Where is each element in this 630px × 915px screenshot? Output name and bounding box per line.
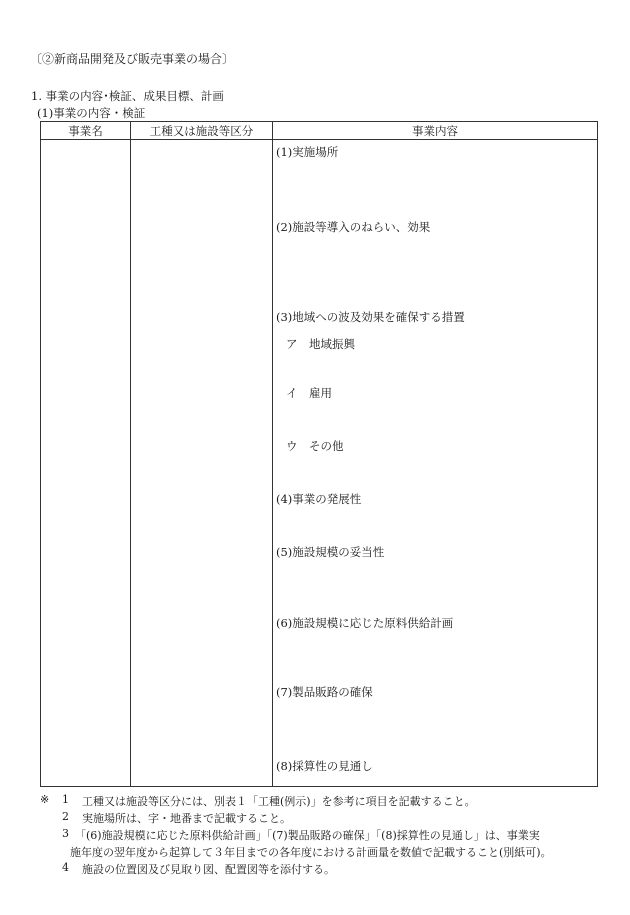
content-item-material-supply: (6)施設規模に応じた原料供給計画 [276, 616, 454, 630]
note-text: 実施場所は、字・地番まで記載すること。 [82, 812, 291, 825]
notes-mark: ※ [40, 793, 50, 806]
content-item-sales-channel: (7)製品販路の確保 [276, 685, 373, 699]
header-business-content: 事業内容 [273, 122, 598, 140]
subsection-title: (1)事業の内容・検証 [37, 106, 146, 120]
header-work-type: 工種又は施設等区分 [131, 122, 273, 140]
content-item-scale-validity: (5)施設規模の妥当性 [276, 545, 385, 559]
note-text: 工種又は施設等区分には、別表１「工種(例示)」を参考に項目を記載すること。 [82, 795, 476, 808]
note-text: 「(6)施設規模に応じた原料供給計画」「(7)製品販路の確保」「(8)採算性の見通し」は、事業実 [75, 829, 540, 842]
note-number: 1 [62, 793, 69, 806]
content-item-profitability: (8)採算性の見通し [276, 759, 373, 773]
note-number: 2 [62, 810, 69, 823]
table-header-row [41, 122, 598, 140]
table-row [41, 140, 598, 787]
content-item-other: ウ その他 [286, 439, 344, 453]
business-content-table [40, 121, 598, 787]
note-number: 3 [62, 827, 69, 840]
document-heading: 〔②新商品開発及び販売事業の場合〕 [30, 52, 235, 66]
content-item-regional-promotion: ア 地域振興 [286, 337, 355, 351]
business-name-cell[interactable] [41, 140, 131, 787]
note-text: 施設の位置図及び見取り図、配置図等を添付する。 [82, 863, 335, 876]
content-item-development: (4)事業の発展性 [276, 492, 362, 506]
work-type-cell[interactable] [131, 140, 273, 787]
content-item-ripple-effect: (3)地域への波及効果を確保する措置 [276, 310, 465, 324]
content-item-employment: イ 雇用 [286, 386, 332, 400]
note-number: 4 [62, 861, 69, 874]
section-title: 1. 事業の内容･検証、成果目標、計画 [31, 89, 224, 103]
header-business-name: 事業名 [41, 122, 131, 140]
content-item-aim-effect: (2)施設等導入のねらい、効果 [276, 220, 431, 234]
business-content-cell[interactable] [273, 140, 598, 787]
content-item-location: (1)実施場所 [276, 145, 339, 159]
note-text-continued: 施年度の翌年度から起算して３年目までの各年度における計画量を数値で記載すること(別紙可)。 [70, 846, 552, 859]
